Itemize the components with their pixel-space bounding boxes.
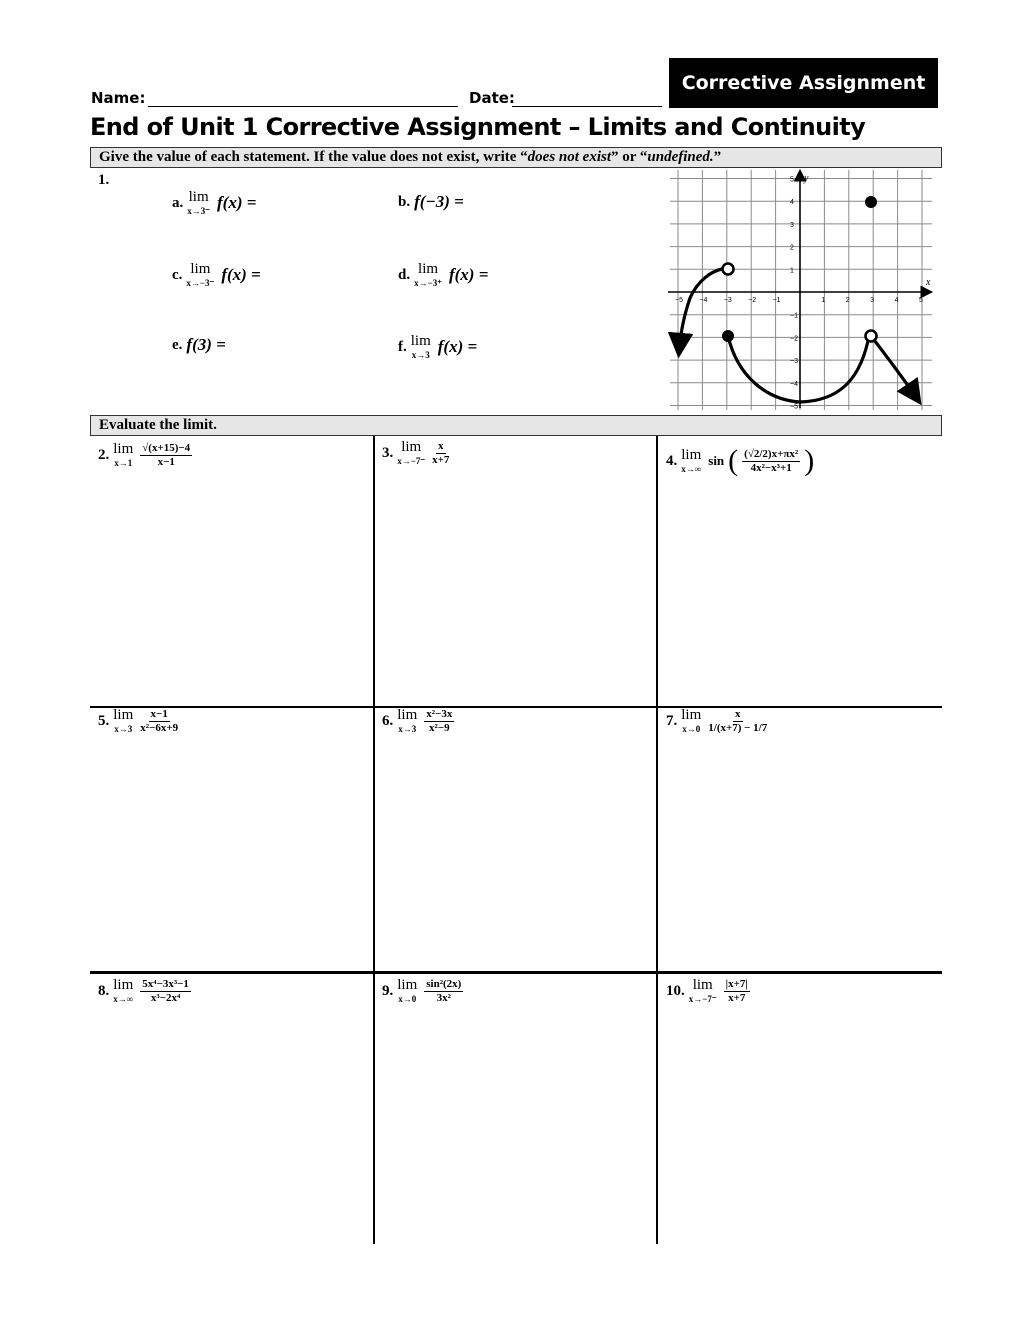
x-tick-label: −4 bbox=[699, 297, 708, 304]
function-graph bbox=[668, 168, 936, 412]
x-tick-label: 1 bbox=[821, 297, 826, 304]
column-divider bbox=[656, 436, 658, 1244]
y-tick-label: 2 bbox=[790, 244, 794, 252]
instruction-text: Give the value of each statement. If the value does not exist, write “ bbox=[99, 149, 528, 165]
part-label: c. bbox=[172, 266, 183, 283]
part-expression: f(x) = bbox=[437, 337, 478, 356]
problem-number: 9. bbox=[382, 982, 394, 999]
part-e bbox=[172, 335, 226, 355]
problem-4 bbox=[666, 444, 814, 478]
curve-right-branch bbox=[871, 336, 918, 400]
problem-6 bbox=[382, 708, 454, 734]
numerator: x−1 bbox=[150, 708, 168, 720]
problem-5 bbox=[98, 708, 178, 734]
x-tick-label: −1 bbox=[772, 297, 781, 304]
problem-number: 5. bbox=[98, 712, 110, 729]
y-tick-label: 5 bbox=[790, 176, 794, 184]
numerator: x²−3x bbox=[426, 708, 453, 720]
lim-symbol: lim bbox=[681, 447, 702, 463]
lim-symbol: lim bbox=[190, 261, 211, 277]
problem-8 bbox=[98, 978, 191, 1004]
lim-subscript: x→∞ bbox=[113, 994, 134, 1005]
part-expression: f(3) = bbox=[186, 335, 226, 354]
numerator: √(x+15)−4 bbox=[142, 442, 191, 454]
lim-symbol: lim bbox=[113, 977, 134, 994]
graph-axes bbox=[668, 172, 931, 411]
instruction-undefined: undefined. bbox=[647, 149, 714, 165]
curve-middle-arc bbox=[728, 336, 869, 402]
right-paren: ) bbox=[804, 444, 815, 477]
sin-function: sin bbox=[708, 453, 725, 468]
lim-subscript: x→−3⁺ bbox=[414, 278, 442, 288]
lim-subscript: x→3⁻ bbox=[187, 206, 211, 216]
y-axis-label: y bbox=[804, 173, 809, 184]
curve-left-branch bbox=[679, 269, 722, 352]
part-label: f. bbox=[398, 338, 407, 355]
page-title: End of Unit 1 Corrective Assignment – Limits and Continuity bbox=[90, 113, 866, 141]
lim-symbol: lim bbox=[188, 189, 209, 205]
denominator: x³−2x⁴ bbox=[150, 991, 181, 1004]
part-expression: f(−3) = bbox=[414, 192, 464, 211]
instruction-text: ” or “ bbox=[611, 149, 648, 165]
instruction-text: ” bbox=[713, 149, 722, 165]
lim-symbol: lim bbox=[418, 261, 439, 277]
problem-10 bbox=[666, 978, 750, 1004]
part-f bbox=[398, 334, 477, 360]
part-label: a. bbox=[172, 194, 184, 211]
lim-subscript: x→1 bbox=[114, 458, 133, 469]
problem-number: 3. bbox=[382, 444, 394, 461]
lim-subscript: x→0 bbox=[682, 724, 701, 735]
x-axis-label: x bbox=[926, 277, 931, 288]
denominator: x²−9 bbox=[429, 721, 450, 734]
y-tick-label: 1 bbox=[790, 267, 794, 275]
x-tick-label: 4 bbox=[894, 297, 899, 304]
lim-subscript: x→3 bbox=[114, 724, 133, 735]
problem-9 bbox=[382, 978, 463, 1004]
y-tick-label: −4 bbox=[790, 380, 798, 388]
y-tick-label: 4 bbox=[790, 199, 794, 207]
part-expression: f(x) = bbox=[217, 193, 257, 212]
x-tick-label: −3 bbox=[723, 297, 732, 304]
closed-point bbox=[865, 196, 877, 208]
lim-symbol: lim bbox=[410, 333, 431, 349]
lim-subscript: x→3 bbox=[398, 724, 417, 735]
x-tick-label: −2 bbox=[748, 297, 757, 304]
y-tick-label: −5 bbox=[790, 403, 798, 411]
problem-3 bbox=[382, 440, 449, 466]
part-d bbox=[398, 262, 488, 288]
numerator: |x+7| bbox=[725, 978, 748, 990]
part-expression: f(x) = bbox=[221, 265, 261, 284]
denominator: 4x²−x³+1 bbox=[750, 461, 792, 474]
problem-1-number: 1. bbox=[98, 172, 110, 188]
part-a bbox=[172, 190, 256, 216]
numerator: (√2/2)x+πx² bbox=[744, 447, 799, 460]
numerator: x bbox=[438, 440, 444, 452]
graph-curves bbox=[679, 269, 918, 402]
name-label: Name: bbox=[91, 89, 146, 107]
lim-symbol: lim bbox=[681, 707, 702, 724]
numerator: 5x⁴−3x³−1 bbox=[142, 978, 189, 990]
closed-point bbox=[722, 330, 734, 342]
part-c bbox=[172, 262, 261, 288]
lim-symbol: lim bbox=[692, 977, 713, 994]
open-point bbox=[866, 331, 877, 342]
lim-subscript: x→0 bbox=[398, 994, 417, 1005]
lim-symbol: lim bbox=[397, 977, 418, 994]
open-point bbox=[723, 264, 734, 275]
tick-labels bbox=[675, 177, 923, 411]
lim-symbol: lim bbox=[113, 707, 134, 724]
y-tick-label: 3 bbox=[790, 221, 794, 229]
problem-number: 8. bbox=[98, 982, 110, 999]
y-tick-label: −1 bbox=[790, 312, 798, 320]
denominator: x+7 bbox=[432, 453, 450, 466]
numerator: x bbox=[735, 708, 741, 720]
part-label: d. bbox=[398, 266, 411, 283]
problem-7 bbox=[666, 708, 767, 734]
corrective-assignment-badge: Corrective Assignment bbox=[669, 58, 938, 108]
lim-subscript: x→∞ bbox=[681, 464, 702, 474]
date-field[interactable] bbox=[512, 88, 662, 107]
denominator: 1/(x+7) − 1/7 bbox=[708, 721, 768, 734]
lim-subscript: x→3 bbox=[411, 350, 430, 360]
part-label: b. bbox=[398, 193, 411, 210]
problem-2 bbox=[98, 442, 192, 468]
denominator: x+7 bbox=[728, 991, 746, 1004]
lim-symbol: lim bbox=[397, 707, 418, 724]
lim-subscript: x→−7⁻ bbox=[397, 456, 426, 467]
lim-subscript: x→−3⁻ bbox=[186, 278, 215, 288]
section1-instruction bbox=[90, 147, 942, 168]
lim-symbol: lim bbox=[401, 439, 422, 456]
denominator: x²−6x+9 bbox=[140, 721, 179, 734]
x-tick-label: −5 bbox=[675, 297, 683, 304]
problem-number: 2. bbox=[98, 446, 110, 463]
name-field[interactable] bbox=[148, 88, 458, 107]
part-label: e. bbox=[172, 336, 183, 353]
left-paren: ( bbox=[728, 444, 739, 477]
x-tick-label: 3 bbox=[870, 297, 875, 304]
section2-instruction: Evaluate the limit. bbox=[90, 415, 942, 436]
instruction-dne: does not exist bbox=[527, 149, 612, 165]
problem-number: 7. bbox=[666, 712, 678, 729]
part-expression: f(x) = bbox=[448, 265, 489, 284]
problem-number: 6. bbox=[382, 712, 394, 729]
graph-grid bbox=[670, 170, 932, 410]
y-tick-label: −2 bbox=[790, 335, 798, 343]
problem-number: 4. bbox=[666, 452, 678, 469]
x-tick-label: 5 bbox=[919, 297, 923, 304]
y-tick-label: −3 bbox=[790, 358, 798, 366]
part-b bbox=[398, 192, 464, 212]
lim-subscript: x→−7⁻ bbox=[688, 994, 717, 1005]
row-divider bbox=[90, 706, 942, 708]
denominator: x−1 bbox=[157, 455, 175, 468]
x-tick-label: 2 bbox=[845, 297, 850, 304]
problem-number: 10. bbox=[666, 982, 685, 999]
date-label: Date: bbox=[469, 89, 515, 107]
lim-symbol: lim bbox=[113, 441, 134, 458]
denominator: 3x² bbox=[436, 991, 451, 1004]
row-divider bbox=[90, 971, 942, 974]
numerator: sin²(2x) bbox=[426, 978, 462, 990]
column-divider bbox=[373, 436, 375, 1244]
